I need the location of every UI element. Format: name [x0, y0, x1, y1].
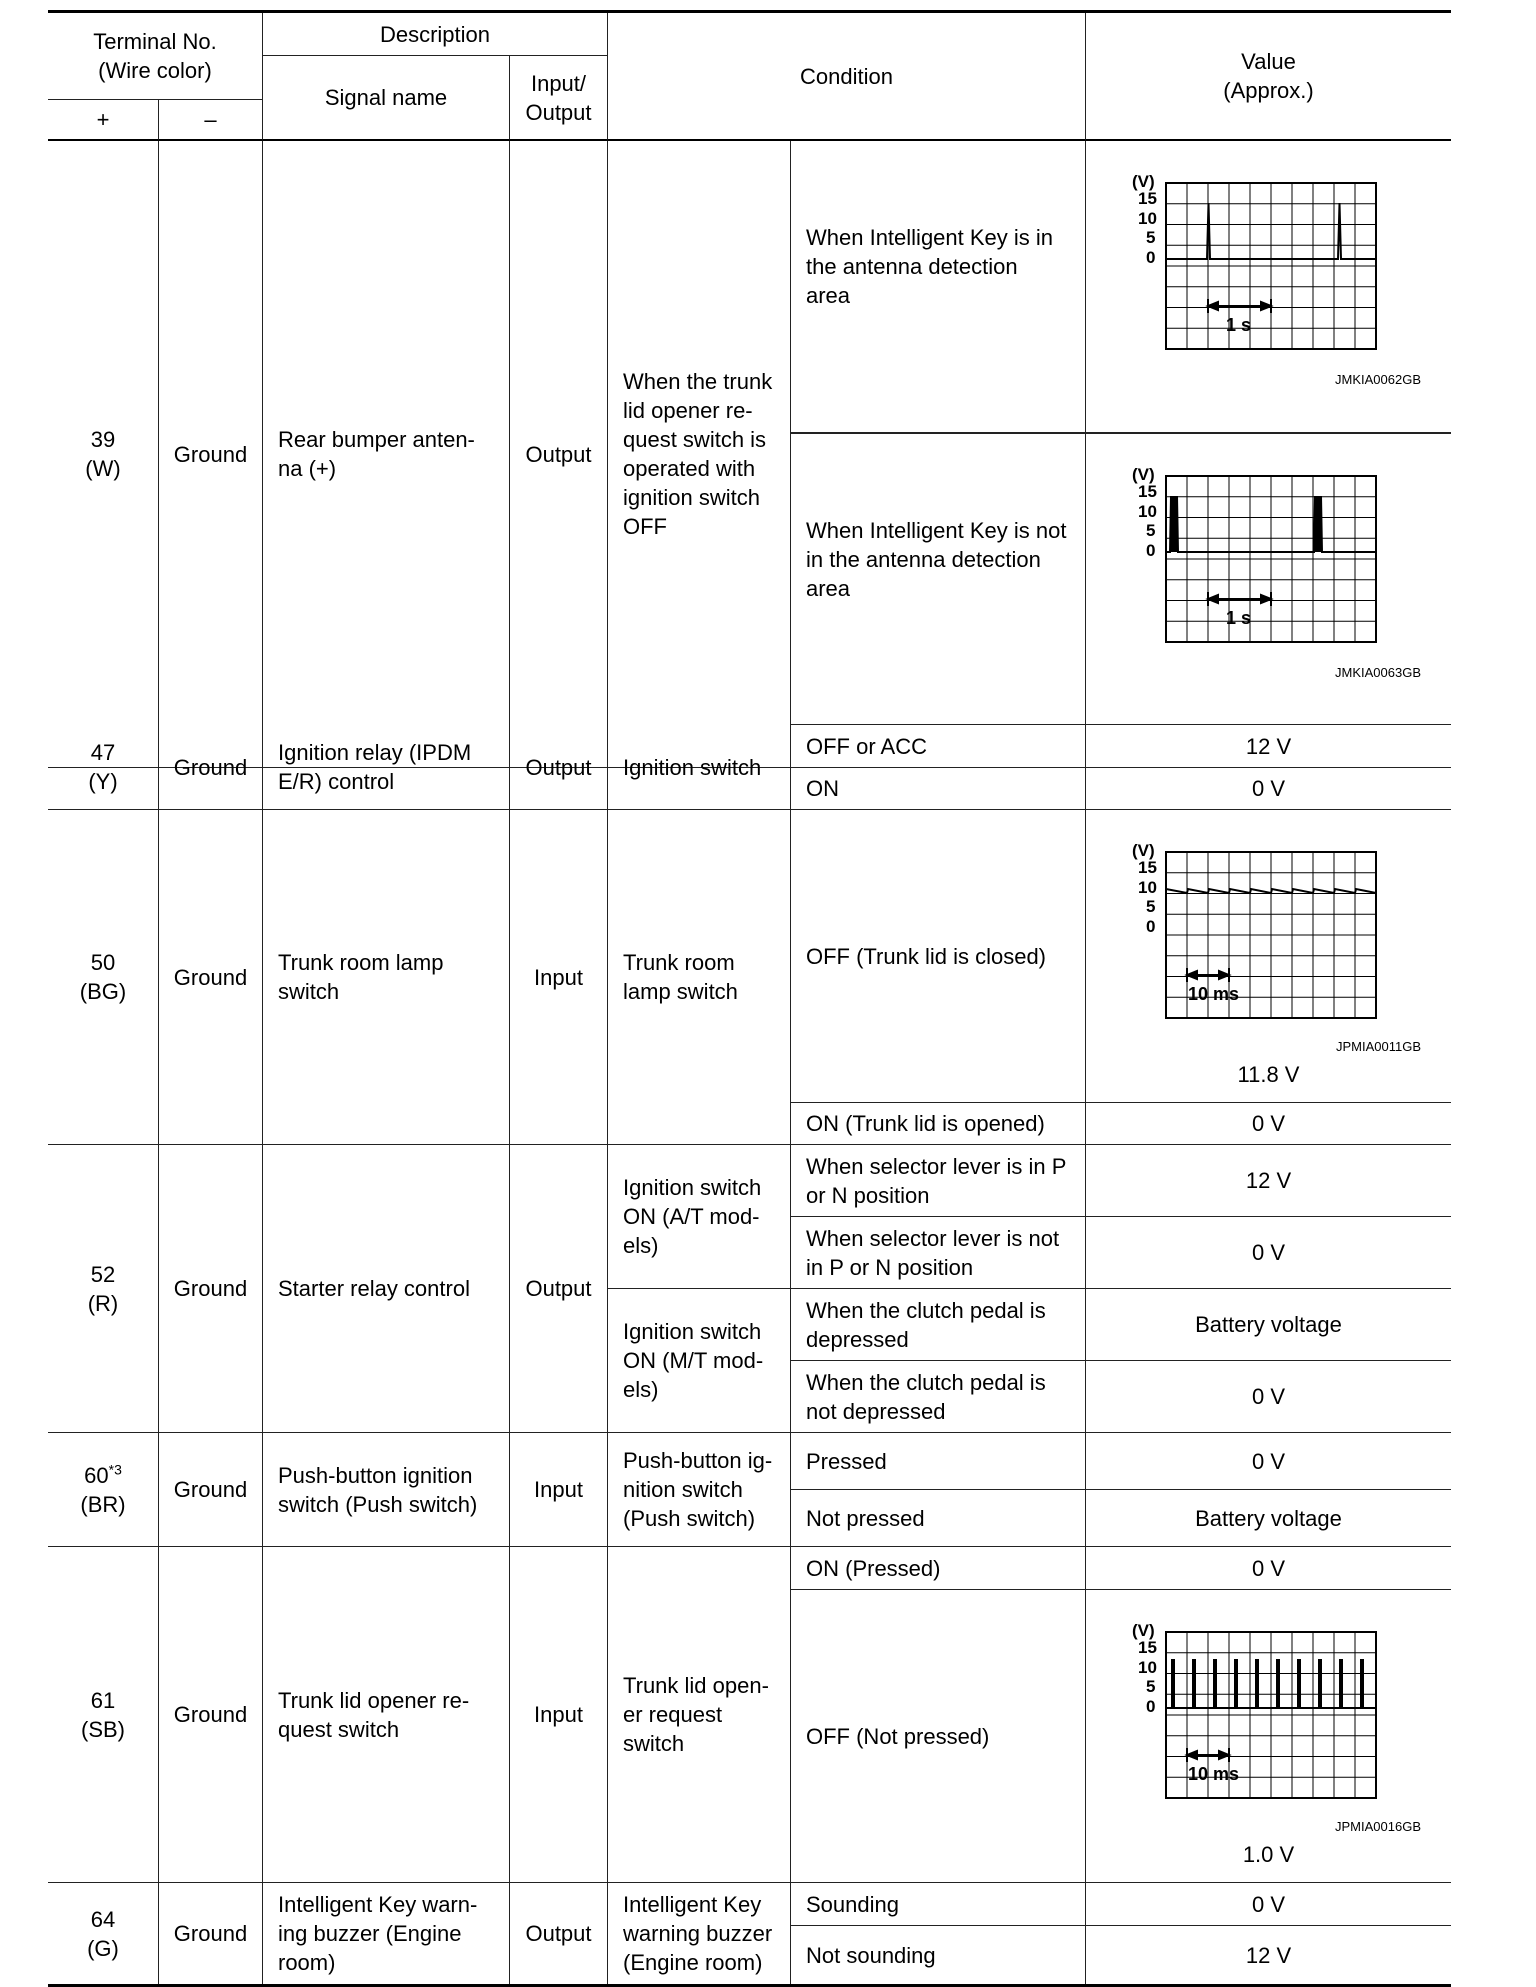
terminal-number: 52 [90, 1261, 116, 1287]
condition-line: When the trunk [623, 369, 773, 394]
signal-line: na (+) [278, 456, 337, 481]
condition [608, 141, 791, 768]
condition-line: ignition switch [623, 485, 760, 510]
minus-terminal: Ground [159, 1145, 263, 1433]
value: 12 V [1086, 1145, 1451, 1217]
condition-line: els) [623, 1233, 659, 1258]
axis-tick: 10 [1138, 878, 1157, 897]
sub-condition-line: the antenna detection [806, 254, 1018, 279]
signal-line: Intelligent Key warn- [278, 1892, 478, 1917]
time-scale-label: 1 s [1226, 608, 1252, 628]
signal-line: switch [278, 979, 340, 1004]
time-scale-label: 10 ms [1188, 984, 1240, 1004]
signal-line: E/R) control [278, 769, 395, 794]
header-terminal-no [48, 13, 263, 100]
header-minus: – [159, 100, 263, 141]
terminal-number: 50 [90, 950, 116, 975]
value: 0 V [1086, 1217, 1451, 1289]
condition-line: Intelligent Key [623, 1892, 762, 1917]
axis-unit: (V) [1132, 466, 1155, 484]
sub-condition [791, 141, 1086, 433]
sub-condition [791, 1217, 1086, 1289]
condition-line: switch [623, 1731, 685, 1756]
axis-unit: (V) [1132, 842, 1155, 860]
sub-condition: OFF (Trunk lid is closed) [791, 810, 1086, 1103]
value: 0 V [1086, 1433, 1451, 1490]
terminal-number: 47 [90, 740, 116, 765]
io-type: Output [510, 725, 608, 810]
value: 0 V [1086, 1103, 1451, 1145]
time-scale-label: 10 ms [1188, 1764, 1240, 1784]
condition-at-models [608, 1145, 791, 1289]
header-signal-name: Signal name [263, 56, 510, 141]
sub-condition-line: When selector lever is in P [806, 1153, 1067, 1179]
waveform-cell [1086, 433, 1451, 725]
header-value [1086, 13, 1451, 141]
sub-condition: Pressed [791, 1433, 1086, 1490]
condition-line: ON (M/T mod- [623, 1348, 764, 1373]
minus-terminal: Ground [159, 725, 263, 810]
wire-color: (BR) [80, 1491, 126, 1517]
io-type: Input [510, 810, 608, 1145]
figure-code: JPMIA0011GB [1335, 1039, 1421, 1054]
signal-name [263, 141, 510, 768]
wire-color: (SB) [81, 1716, 125, 1742]
minus-terminal: Ground [159, 1433, 263, 1547]
io-type: Output [510, 1883, 608, 1984]
minus-terminal: Ground [159, 141, 263, 768]
axis-tick: 15 [1138, 482, 1157, 501]
condition-line: warning buzzer [623, 1921, 773, 1946]
waveform-graph [1130, 1622, 1380, 1802]
sub-condition-line: When the clutch pedal is [806, 1369, 1046, 1395]
terminal-61 [48, 1547, 159, 1883]
axis-tick: 15 [1138, 1638, 1157, 1657]
terminal-39 [48, 141, 159, 768]
signal-name [263, 1433, 510, 1547]
signal-name: Starter relay control [263, 1145, 510, 1433]
axis-tick: 15 [1138, 189, 1157, 208]
time-scale-label: 1 s [1226, 315, 1252, 335]
figure-code: JMKIA0063GB [1335, 665, 1421, 680]
signal-name [263, 725, 510, 810]
condition-line: els) [623, 1377, 659, 1402]
value: 1.0 V [1242, 1842, 1295, 1867]
header-io-line1: Input/ [530, 70, 587, 96]
signal-name [263, 810, 510, 1145]
sub-condition-line: area [806, 283, 851, 308]
wire-color: (Y) [88, 769, 118, 794]
sub-condition [791, 433, 1086, 725]
sub-condition [791, 1361, 1086, 1433]
axis-tick: 5 [1146, 521, 1156, 540]
condition-line: OFF [623, 514, 667, 539]
condition-line: nition switch [623, 1477, 743, 1502]
condition-line: er request [623, 1702, 723, 1727]
sub-condition: Sounding [791, 1883, 1086, 1926]
value: 12 V [1245, 1942, 1292, 1968]
sub-condition-line: not depressed [806, 1398, 946, 1424]
header-wire-color-label: (Wire color) [98, 58, 212, 83]
axis-tick: 5 [1146, 1677, 1156, 1696]
axis-tick: 15 [1138, 858, 1157, 877]
signal-line: Push-button ignition [278, 1462, 473, 1488]
header-condition: Condition [608, 13, 1086, 141]
sub-condition: ON (Pressed) [791, 1547, 1086, 1590]
terminal-table [48, 10, 1451, 1987]
signal-line: ing buzzer (Engine [278, 1921, 462, 1946]
signal-line: switch (Push switch) [278, 1491, 478, 1517]
sub-condition: ON (Trunk lid is opened) [791, 1103, 1086, 1145]
terminal-number: 64 [90, 1906, 116, 1932]
sub-condition-line: or N position [806, 1182, 930, 1208]
terminal-number-value: 60 [84, 1462, 109, 1488]
minus-terminal: Ground [159, 1547, 263, 1883]
sub-condition: Not pressed [791, 1490, 1086, 1547]
value: 0 V [1086, 1883, 1451, 1926]
terminal-50 [48, 810, 159, 1145]
signal-line: Trunk room lamp [278, 950, 444, 975]
header-value-line1: Value [1241, 49, 1296, 74]
signal-line: Trunk lid opener re- [278, 1687, 470, 1713]
axis-tick: 0 [1146, 248, 1156, 267]
figure-code: JPMIA0016GB [1335, 1819, 1421, 1834]
value: Battery voltage [1086, 1490, 1451, 1547]
waveform-cell [1086, 141, 1451, 433]
terminal-64 [48, 1883, 159, 1984]
sub-condition-line: area [806, 575, 851, 601]
sub-condition-line: in the antenna detection [806, 546, 1041, 572]
condition-line: Ignition switch [623, 1175, 762, 1200]
wire-color: (BG) [79, 979, 127, 1004]
condition-line: (Engine room) [623, 1950, 763, 1975]
axis-tick: 0 [1146, 917, 1156, 936]
header-description: Description [263, 13, 608, 56]
io-type: Output [510, 1145, 608, 1433]
sub-condition-line: depressed [806, 1326, 909, 1352]
waveform-graph [1130, 173, 1380, 353]
axis-tick: 10 [1138, 209, 1157, 228]
signal-line: quest switch [278, 1716, 400, 1742]
sub-condition-line: When Intelligent Key is not [806, 517, 1067, 543]
condition [608, 1547, 791, 1883]
sub-condition: OFF (Not pressed) [791, 1590, 1086, 1883]
signal-name [263, 1547, 510, 1883]
condition-line: Trunk lid open- [623, 1673, 769, 1698]
condition-line: Push-button ig- [623, 1448, 773, 1473]
minus-terminal: Ground [159, 1883, 263, 1984]
sub-condition-line: When selector lever is not [806, 1225, 1060, 1251]
sub-condition: OFF or ACC [791, 725, 1086, 768]
wire-color: (R) [87, 1290, 119, 1316]
header-terminal-no-label: Terminal No. [93, 29, 217, 54]
axis-tick: 10 [1138, 502, 1157, 521]
condition-line: quest switch is [623, 427, 767, 452]
sub-condition: ON [791, 768, 1086, 810]
axis-unit: (V) [1132, 173, 1155, 191]
terminal-47 [48, 725, 159, 810]
condition-mt-models [608, 1289, 791, 1433]
wire-color: (G) [87, 1935, 119, 1961]
value: 0 V [1086, 1547, 1451, 1590]
axis-tick: 5 [1146, 228, 1156, 247]
axis-tick: 0 [1146, 541, 1156, 560]
condition-line: lid opener re- [623, 398, 753, 423]
io-type: Output [510, 141, 608, 768]
axis-tick: 5 [1146, 897, 1156, 916]
condition-line: operated with [623, 456, 756, 481]
waveform-graph [1130, 466, 1380, 646]
condition [608, 810, 791, 1145]
condition [608, 1433, 791, 1547]
io-type: Input [510, 1547, 608, 1883]
terminal-number: 39 [90, 427, 116, 452]
signal-line: Rear bumper anten- [278, 427, 475, 452]
waveform-cell [1086, 1590, 1451, 1883]
condition-line: lamp switch [623, 979, 738, 1004]
figure-code: JMKIA0062GB [1335, 372, 1421, 387]
footnote-marker: *3 [108, 1461, 122, 1478]
signal-name [263, 1883, 510, 1984]
terminal-52 [48, 1145, 159, 1433]
condition-line: Ignition switch [623, 1319, 762, 1344]
signal-line: room) [278, 1950, 336, 1975]
value: 0 V [1086, 768, 1451, 810]
wire-color: (W) [85, 456, 121, 481]
value: 0 V [1086, 1361, 1451, 1433]
value: Battery voltage [1086, 1289, 1451, 1361]
condition-line: (Push switch) [623, 1506, 756, 1531]
value: 12 V [1086, 725, 1451, 768]
signal-line: Ignition relay (IPDM [278, 740, 472, 765]
terminal-number: 61 [90, 1687, 116, 1713]
condition: Ignition switch [608, 725, 791, 810]
terminal-number [84, 1461, 122, 1490]
sub-condition-line: When the clutch pedal is [806, 1297, 1046, 1323]
sub-condition [791, 1145, 1086, 1217]
condition-line: ON (A/T mod- [623, 1204, 760, 1229]
value: 11.8 V [1237, 1062, 1300, 1087]
header-value-line2: (Approx.) [1223, 78, 1314, 103]
sub-condition [791, 1289, 1086, 1361]
header-input-output [510, 56, 608, 141]
axis-unit: (V) [1132, 1622, 1155, 1640]
sub-condition-line: in P or N position [806, 1254, 974, 1280]
condition-line: Trunk room [623, 950, 735, 975]
header-plus: + [48, 100, 159, 141]
io-type: Input [510, 1433, 608, 1547]
axis-tick: 10 [1138, 1658, 1157, 1677]
minus-terminal: Ground [159, 810, 263, 1145]
sub-condition: Not sounding [791, 1926, 1086, 1984]
condition [608, 1883, 791, 1984]
header-io-line2: Output [525, 99, 592, 125]
waveform-graph [1130, 842, 1380, 1022]
sub-condition-line: When Intelligent Key is in [806, 225, 1054, 250]
axis-tick: 0 [1146, 1697, 1156, 1716]
waveform-cell [1086, 810, 1451, 1103]
terminal-60 [48, 1433, 159, 1547]
